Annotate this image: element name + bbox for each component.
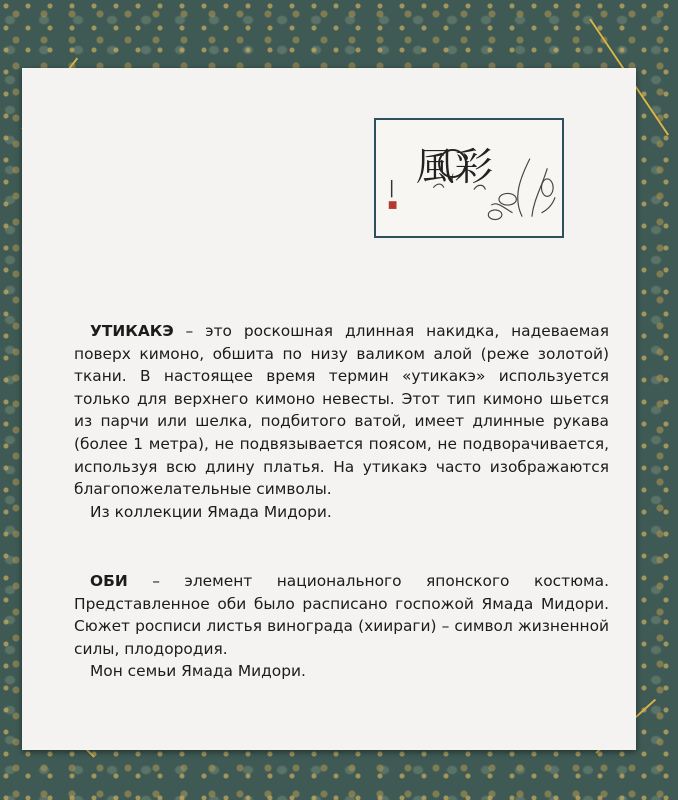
- obi-paragraph: [74, 570, 609, 660]
- exhibit-label-card: [22, 68, 636, 750]
- calligraphy-characters: 風彩: [415, 144, 494, 190]
- obi-body: – элемент национального японского костюма. Представленное оби было расписано госпожой Ямада Мидори. Сюжет росписи листья винограда (хиираги) – символ жизненной силы, плодородия.: [74, 572, 609, 658]
- obi-description: [74, 570, 609, 683]
- obi-credit: Мон семьи Ямада Мидори.: [90, 662, 306, 681]
- obi-term: ОБИ: [90, 572, 128, 590]
- calligraphy-artwork: [374, 118, 564, 238]
- uchikake-credit: Из коллекции Ямада Мидори.: [90, 502, 332, 521]
- uchikake-description: [74, 320, 609, 523]
- uchikake-paragraph: [74, 320, 609, 501]
- calligraphy-painting: [376, 120, 562, 236]
- uchikake-body: – это роскошная длинная накидка, надеваемая поверх кимоно, обшита по низу валиком алой (реже золотой) ткани. В настоящее время термин «утикакэ» используется только для верхнего кимоно невесты. Этот тип кимоно шьется из парчи или шелка, подбитого ватой, имеет длинные рукава (более 1 метра), не подвязывается поясом, не подворачивается, используя всю длину платья. На утикакэ часто изображаются благопожелательные символы.: [74, 322, 609, 499]
- uchikake-term: УТИКАКЭ: [90, 322, 174, 340]
- red-seal-stamp: [389, 201, 397, 209]
